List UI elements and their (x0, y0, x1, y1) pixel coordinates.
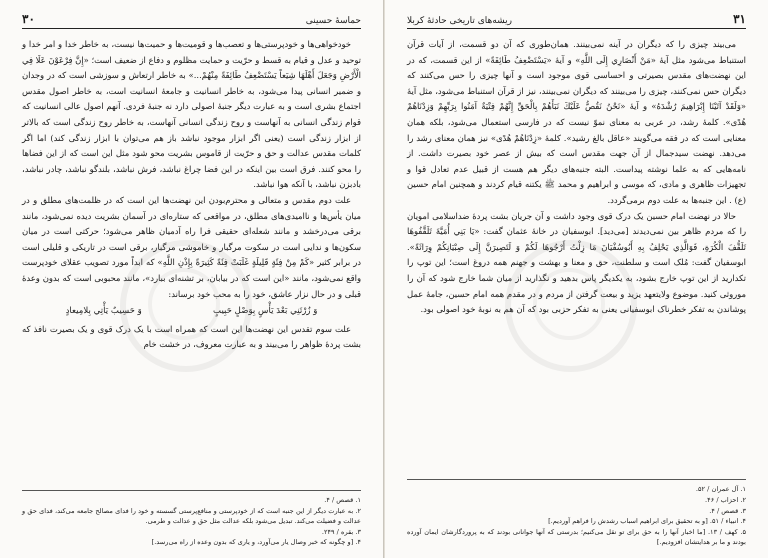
footnote: ۲. به عبارت دیگر از این جنبه است که از خودپرستی و منافع‌پرستی گسسته و خود را فدای مصالح جامعه می‌کند، فدای حق و عدالت و فضیلت می‌کند. تبدیل می‌شود بلکه عدالت مثل حق و عدالت و طرمی. (22, 506, 361, 526)
left-running-title: حماسهٔ حسینی (305, 16, 361, 26)
footnote: ۵. کهف / ۱۳. [ما اخبار آنها را به حق برای تو نقل می‌کنیم؛ بدرستی که آنها جوانانی بودند که به پروردگارشان ایمان آورده بودند و ما بر هدایتشان افزودیم.] (407, 527, 746, 547)
right-paragraph-2: حالا در نهضت امام حسین یک درک قوی وجود داشت و آن جریان بشت پردهٔ ضداسلامی امویان را که مردم ظاهر بین نمی‌دیدند [می‌دید]. ابوسفیان در خانهٔ عثمان گفت: «يَا بَنِي أُمَيَّةَ تَلَقَّفُوهَا تَلَقُّفَ الْكُرَةِ، فَوَالَّذِي يَحْلِفُ بِهِ أَبُوسُفْيَانَ مَا زِلْتُ أَرْجُوهَا لَكُمْ وَ لَتَصِيرَنَّ إِلَى صِبْيَانِكُمْ وِرَاثَةً». ابوسفیان گفت: مُلک است و سلطنت، حق و معنا و بهشت و جهنم همه دروغ است؛ این توپ را تکدارید از این توپ خارج بشود، به یکدیگر پاس بدهید و نگذارید از میان شما خارج شود که آن را موروثی کنید. موضوع ولایتعهد یزید و بیعت گرفتن از مردم و در مقدم همه امام حسین، جامهٔ عمل پوشاندن به تفکر خطرناک ابوسفیانی یعنی به تفکر حزبی بود که آن هم به نوبهٔ خود اصولی بود. (407, 210, 746, 315)
poem-verse (30, 304, 353, 320)
left-page-number: ۳۰ (22, 12, 35, 26)
footnote: ۴. انبیاء / ۵۱. [و به تحقیق برای ابراهیم اسباب رشدش را فراهم آوردیم.] (548, 517, 746, 526)
right-running-title: ریشه‌های تاریخی حادثهٔ کربلا (407, 16, 512, 26)
left-page-body (22, 37, 361, 353)
right-footnotes (407, 479, 746, 548)
right-page-number: ۳۱ (733, 12, 746, 26)
right-page (384, 0, 768, 558)
footnote: ۱. آل عمران / ۵۲. (695, 485, 746, 494)
left-paragraph-2: علت دوم مقدس و متعالی و محترم‌بودن این نهضت‌ها این است که در ظلمت‌های مطلق و در میان یأس‌ها و ناامیدی‌های مطلق، در مواقعی که ستاره‌ای در آسمان بشریت دیده نمی‌شود، مانند برقی می‌درخشد و مانند شعله‌ای حقیقی فرا راه آدمیان ظاهر می‌شود؛ حرکتی است در میان سکون‌ها و ندایی است در سکوت مرگبار و خاموشی مرگبار، برقی است در تاریکی و قلیلی است در برابر کثیر «کَمْ مِنْ فِئَةٍ قَلِيلَةٍ غَلَبَتْ فِئَةً كَثِيرَةً بِإِذْنِ اللَّهِ» که ابداً مورد تصویب عقلای خودپرست واقع نمی‌شود، مانند «این است که در بیابان، بر تشنه‌ای ببارد»، مانند محبوبی است که بدون وعدهٔ قبلی و در حال نزار عاشق، خود را به محب خود برساند: (22, 194, 361, 299)
footnote: ۴. [و چگونه که خبر وصال یار می‌آورد، و یاری که بدون وعده از راه می‌رسد.] (151, 538, 361, 547)
footnote: ۲. احزاب / ۴۶. (705, 496, 746, 505)
verse-hemistich-right: وَ زُرْتَنِي بَعْدَ يَأْسٍ بِوَصْلٍ حَبِيبٍ (213, 306, 318, 317)
right-paragraph-1: می‌بیند چیزی را که دیگران در آینه نمی‌بینند. همان‌طوری که آن دو قسمت، از آیات قرآن استنباط می‌شود مثل آیهٔ «مَنْ أَنْصَارِي إِلَى اللَّهِ» و آیهٔ «يَسْتَضْعِفُ طَائِفَةً» از این قسمت، که در این نهضت‌های مقدس بصیرتی و احساسی قوی موجود است و آنها چیزی را حس می‌کنند که دیگران حس نمی‌کنند، چیزی را می‌بینند که دیگران نمی‌بینند، نیز از قرآن استنباط می‌شود، مثل آیهٔ «وَلَقَدْ آتَيْنَا إِبْرَاهِيمَ رُشْدَهُ» و آیهٔ «نَحْنُ نَقُصُّ عَلَيْكَ نَبَأَهُمْ بِالْحَقِّ إِنَّهُمْ فِتْيَةٌ آمَنُوا بِرَبِّهِمْ وَزِدْنَاهُمْ هُدًى». کلمهٔ رشد، در عربی به معنای نموّ نیست که در فارسی استعمال می‌شود، بلکه همان معنایی است که در فقه می‌گویند «عاقل بالغ رشید». کلمهٔ «زِدْنَاهُمْ هُدًى» نیز همان معنای رشد را می‌دهد. نهضت سیدجمال از آن جهت مقدس است که بیش از عصر خود بصیرت داشت. از نامه‌هایی که به علما نوشته پیداست. البته جنبه‌های دیگر هم هست از قبیل عدم تعادل قوا و تجهیزات ظاهری و مادی، که موسی و ابراهیم و محمد ﷺ یکتنه قیام کردند و همچنین امام حسین (ع) . این جنبه‌ها به علت دوم برمی‌گردد. (407, 39, 746, 205)
footnote: ۳. قصص / ۴. (709, 506, 746, 515)
right-page-header (407, 10, 746, 29)
left-paragraph-3: علت سوم تقدس این نهضت‌ها این است که همراه است با یک درک قوی و یک بصیرت نافذ که بشت پردهٔ ظواهر را می‌بیند و به عبارت معروف، در خشت خام (22, 323, 361, 350)
verse-hemistich-left: وَ حَسِيبٌ يَأْتِي بِلامِيعادٍ (65, 306, 142, 317)
left-footnotes (22, 490, 361, 548)
left-paragraph-1: خودخواهی‌ها و خودپرستی‌ها و تعصب‌ها و قومیت‌ها و حمیت‌ها نیست، به خاطر خدا و امر خدا و توحید و عدل و قیام به قسط و حرّیت و حمایت مظلوم و دفاع از ضعیف است؛ «إِنَّ فِرْعَوْنَ عَلَا فِي الْأَرْضِ وَجَعَلَ أَهْلَهَا شِيَعاً يَسْتَضْعِفُ طَائِفَةً مِنْهُمْ...» به خاطر ارتعاش و سوزشی است که در وجدان و ضمیر انسانی پیدا می‌شود، به خاطر انسانیت و جامعهٔ انسانیت است، به خاطر اصول مقدس اجتماع بشری است و به عبارت دیگر جنبهٔ اصولی دارد نه جنبهٔ فردی. آنهم اصول عالی انسانیت که قوام زندگی انسانی به آنهاست و روح زندگی انسانی آنهاست، به خاطر روح زندگی است که بالاتر از ابزار زندگی است (یعنی اگر ابزار موجود نباشد باز هم می‌توان با ابزار زندگی کند) اما اگر کلمات مقدس عدالت و حق و حرّیت از قاموس بشریت محو شود مثل این است که از این فضاها را محو کنند. فرق است بین اینکه در این فضا چراغ نباشد، فرش نباشد، بلندگو نباشد، چادر نباشد، بادبزن نباشد، با آنکه هوا نباشد. (22, 39, 361, 190)
footnote: ۳. بقره / ۲۴۹. (321, 527, 361, 536)
footnote: ۱. قصص / ۴. (324, 496, 361, 505)
right-page-body (407, 37, 746, 318)
left-page-header (22, 10, 361, 29)
